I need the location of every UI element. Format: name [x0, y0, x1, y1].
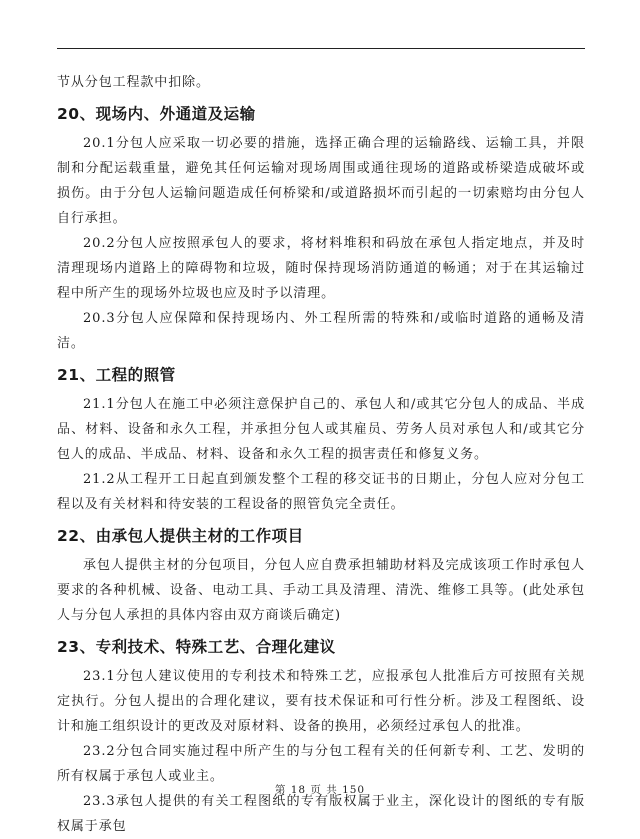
section-20	[57, 95, 585, 356]
section-23	[57, 628, 585, 839]
opening-line: 节从分包工程款中扣除。	[57, 75, 210, 90]
section-heading: 21、工程的照管	[57, 366, 176, 384]
section-heading: 20、现场内、外通道及运输	[57, 105, 256, 123]
paragraph-20-3: 20.3分包人应保障和保持现场内、外工程所需的特殊和/或临时道路的通畅及清洁。	[57, 311, 585, 351]
paragraph-20-1: 20.1分包人应采取一切必要的措施，选择正确合理的运输路线、运输工具，并限制和分配运载重量，避免其任何运输对现场周围或通往现场的道路或桥梁造成破坏或损伤。由于分包人运输问题造成任何桥梁和/或道路损坏而引起的一切索赔均由分包人自行承担。	[57, 136, 585, 226]
header-rule	[57, 48, 585, 49]
paragraph-21-2: 21.2从工程开工日起直到颁发整个工程的移交证书的日期止，分包人应对分包工程以及有关材料和待安装的工程设备的照管负完全责任。	[57, 472, 585, 512]
paragraph-23-3: 23.3承包人提供的有关工程图纸的专有版权属于业主，深化设计的图纸的专有版权属于承包	[57, 794, 585, 834]
paragraph-23-2: 23.2分包合同实施过程中所产生的与分包工程有关的任何新专利、工艺、发明的所有权属于承包人或业主。	[57, 744, 585, 784]
paragraph-23-1: 23.1分包人建议使用的专利技术和特殊工艺，应报承包人批准后方可按照有关规定执行。分包人提出的合理化建议，要有技术保证和可行性分析。涉及工程图纸、设计和施工组织设计的更改及对原材料、设备的换用，必须经过承包人的批准。	[57, 669, 585, 734]
paragraph-21-1: 21.1分包人在施工中必须注意保护自己的、承包人和/或其它分包人的成品、半成品、材料、设备和永久工程，并承担分包人或其雇员、劳务人员对承包人和/或其它分包人的成品、半成品、材料、设备和永久工程的损害责任和修复义务。	[57, 397, 585, 462]
paragraph-20-2: 20.2分包人应按照承包人的要求，将材料堆积和码放在承包人指定地点，并及时清理现场内道路上的障碍物和垃圾，随时保持现场消防通道的畅通；对于在其运输过程中所产生的现场外垃圾也应及时予以清理。	[57, 236, 585, 301]
section-21	[57, 356, 585, 517]
section-heading: 23、专利技术、特殊工艺、合理化建议	[57, 638, 336, 656]
section-heading: 22、由承包人提供主材的工作项目	[57, 527, 304, 545]
page-number: 第 18 页 共 150	[274, 784, 366, 796]
document-body	[57, 70, 585, 839]
paragraph-22: 承包人提供主材的分包项目，分包人应自费承担辅助材料及完成该项工作时承包人要求的各种机械、设备、电动工具、手动工具及清理、清洗、维修工具等。(此处承包人与分包人承担的具体内容由双方商谈后确定)	[57, 558, 585, 623]
section-22	[57, 517, 585, 628]
